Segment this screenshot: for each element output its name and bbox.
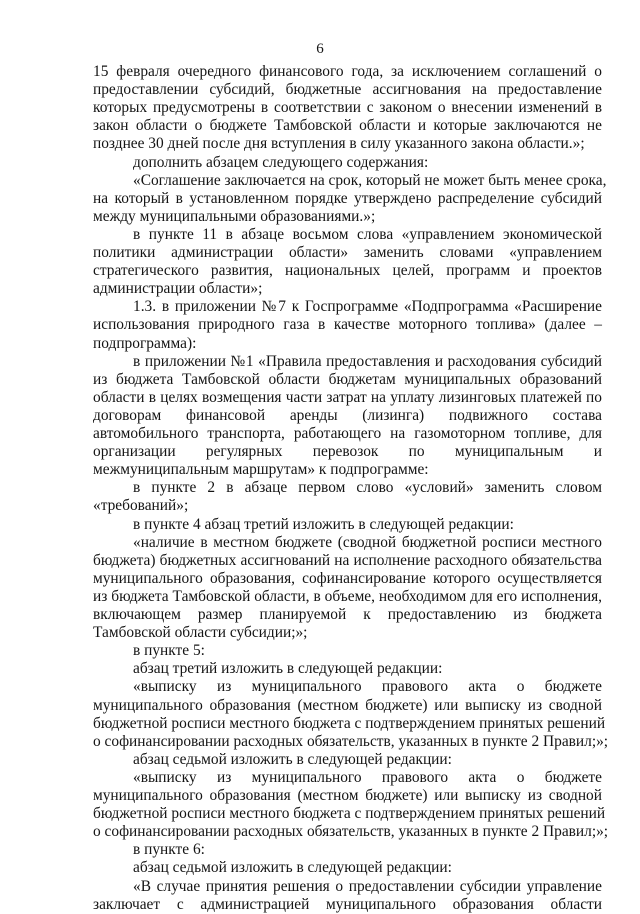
text-line: «выписку из муниципального правового акта о бюджете [133, 768, 602, 786]
text-line: в пункте 6: [133, 841, 205, 859]
page-number: 6 [316, 41, 324, 57]
text-line: 1.3. в приложении №7 к Госпрограмме «Подпрограмма «Расширение [133, 298, 602, 316]
text-line: автомобильного транспорта, работающего на газомоторном топливе, для [93, 425, 602, 442]
text-line: заключает с администрацией муниципального образования области [93, 895, 602, 913]
text-line: в пункте 11 в абзаце восьмом слова «управлением экономической [133, 225, 602, 243]
text-line: «В случае принятия решения о предоставлении субсидии управление [133, 877, 602, 895]
text-line: «Соглашение заключается на срок, который не может быть менее срока, [133, 171, 607, 189]
text-line: подпрограмма): [93, 334, 197, 352]
text-line: 15 февраля очередного финансового года, за исключением соглашений о [93, 63, 602, 80]
text-line: «выписку из муниципального правового акта о бюджете [133, 678, 602, 696]
text-line: организации регулярных перевозок по муниципальным и [93, 443, 602, 461]
text-line: из бюджета Тамбовской области, в объеме, необходимом для его исполнения, [93, 587, 602, 605]
text-line: которых предусмотрены в соответствии с законом о внесении изменений в [93, 99, 602, 117]
text-line: абзац седьмой изложить в следующей редакции: [133, 859, 452, 877]
text-line: из бюджета Тамбовской области бюджетам муниципальных образований [93, 370, 602, 388]
text-line: абзац седьмой изложить в следующей редакции: [133, 750, 452, 768]
text-line: о софинансировании расходных обязательств, указанных в пункте 2 Правил;»; [93, 823, 609, 841]
text-line: использования природного газа в качестве моторного топлива» (далее – [93, 316, 602, 334]
text-line: муниципального образования (местном бюджете) или выписку из сводной [93, 696, 602, 714]
text-line: абзац третий изложить в следующей редакции: [133, 660, 443, 678]
text-line: в пункте 2 в абзаце первом слово «условий» заменить словом [133, 479, 602, 497]
text-line: «требований»; [93, 497, 189, 515]
text-line: области в целях возмещения части затрат на уплату лизинговых платежей по [93, 388, 602, 406]
text-line: на который в установленном порядке утверждено распределение субсидий [93, 189, 602, 207]
text-line: межмуниципальным маршрутам» к подпрограмме: [93, 461, 429, 479]
text-line: политики администрации области» заменить словами «управлением [93, 244, 602, 261]
text-line: в пункте 5: [133, 642, 205, 660]
text-line: стратегического развития, национальных целей, программ и проектов [93, 262, 602, 280]
text-line: муниципального образования (местном бюджете) или выписку из сводной [93, 787, 602, 804]
text-line: предоставлении субсидий, бюджетные ассигнования на предоставление [93, 81, 602, 99]
text-line: в пункте 4 абзац третий изложить в следующей редакции: [133, 515, 514, 533]
text-line: администрации области»; [93, 280, 263, 298]
text-line: включающем размер планируемой к предоставлению из бюджета [93, 606, 602, 623]
text-line: Тамбовской области субсидии;»; [93, 624, 308, 642]
text-line: бюджетной росписи местного бюджета с подтверждением принятых решений [93, 805, 606, 823]
text-line: дополнить абзацем следующего содержания: [133, 153, 429, 171]
text-line: о софинансировании расходных обязательств, указанных в пункте 2 Правил;»; [93, 732, 609, 750]
text-line: договорам финансовой аренды (лизинга) подвижного состава [93, 406, 602, 424]
text-line: позднее 30 дней после дня вступления в силу указанного закона области.»; [93, 135, 585, 153]
text-line: бюджета) бюджетных ассигнований на исполнение расходного обязательства [93, 551, 602, 569]
text-line: бюджетной росписи местного бюджета с подтверждением принятых решений [93, 714, 606, 732]
text-line: между муниципальными образованиями.»; [93, 207, 376, 225]
text-line: «наличие в местном бюджете (сводной бюджетной росписи местного [133, 533, 602, 551]
text-line: в приложении №1 «Правила предоставления и расходования субсидий [133, 352, 602, 370]
text-line: муниципального образования, софинансирование которого осуществляется [93, 569, 602, 587]
text-line: закон области о бюджете Тамбовской области и которые заключаются не [93, 117, 602, 135]
